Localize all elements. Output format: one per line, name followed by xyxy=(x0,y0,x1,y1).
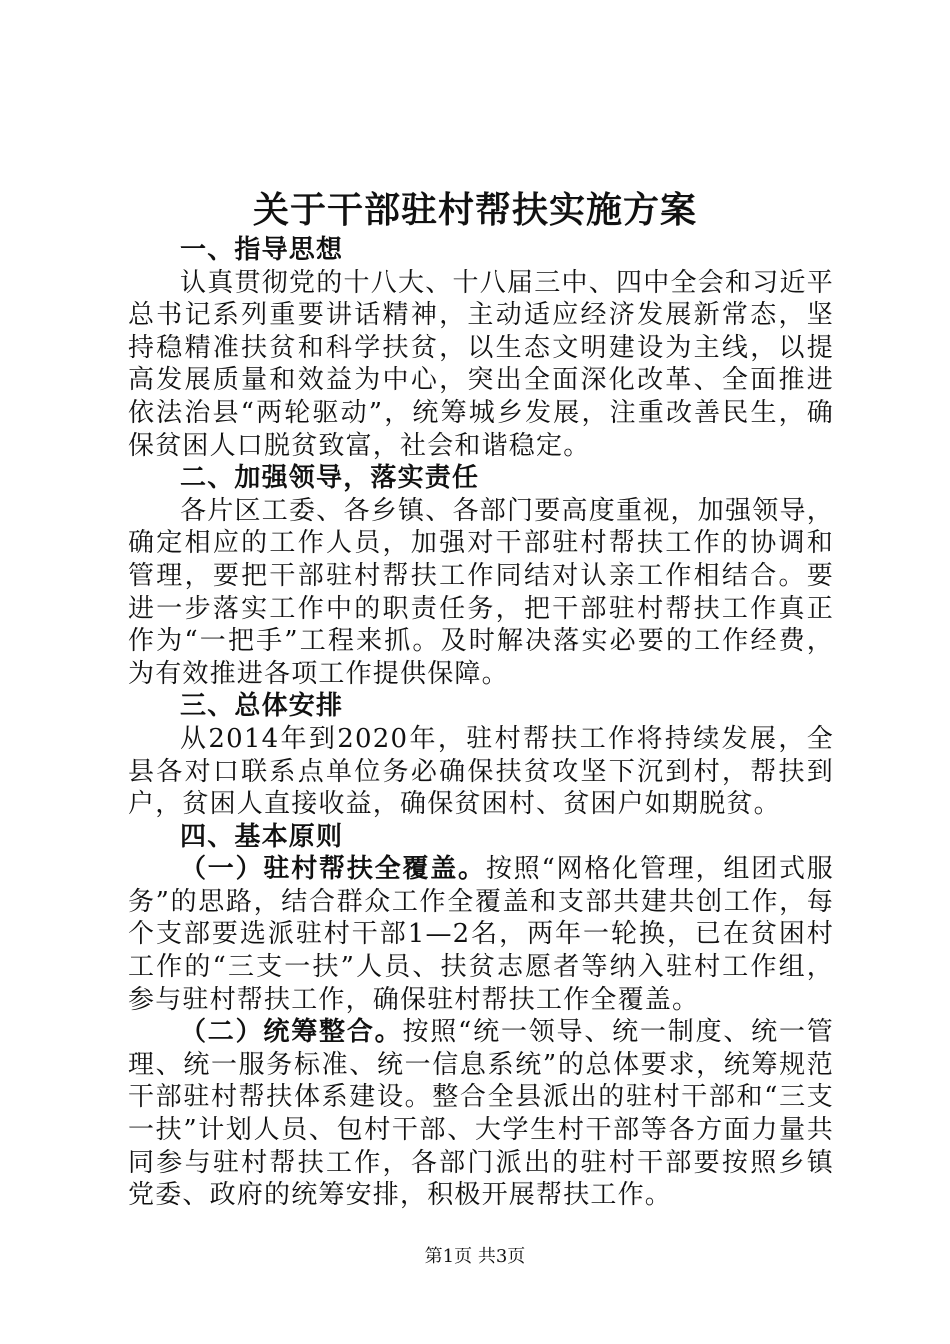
section-paragraph-leadership: 各片区工委、各乡镇、各部门要高度重视，加强领导，确定相应的工作人员，加强对干部驻村帮扶工作的协调和管理，要把干部驻村帮扶工作同结对认亲工作相结合。要进一步落实工作中的职责任务，把干部驻村帮扶工作真正作为“一把手”工程来抓。及时解决落实必要的工作经费，为有效推进各项工作提供保障。 xyxy=(128,495,834,689)
section-paragraph-overall-arrangement: 从2014年到2020年，驻村帮扶工作将持续发展，全县各对口联系点单位务必确保扶贫攻坚下沉到村，帮扶到户，贫困人直接收益，确保贫困村、贫困户如期脱贫。 xyxy=(128,723,834,820)
principle-text-integration: 按照“统一领导、统一制度、统一管理、统一服务标准、统一信息系统”的总体要求，统筹规范干部驻村帮扶体系建设。整合全县派出的驻村干部和“三支一扶”计划人员、包村干部、大学生村干部等各方面力量共同参与驻村帮扶工作，各部门派出的驻村干部要按照乡镇党委、政府的统筹安排，积极开展帮扶工作。 xyxy=(128,1017,834,1211)
section-paragraph-guiding-thought: 认真贯彻党的十八大、十八届三中、四中全会和习近平总书记系列重要讲话精神，主动适应经济发展新常态，坚持稳精准扶贫和科学扶贫，以生态文明建设为主线，以提高发展质量和效益为中心，突出全面深化改革、全面推进依法治县“两轮驱动”，统筹城乡发展，注重改善民生，确保贫困人口脱贫致富，社会和谐稳定。 xyxy=(128,267,834,461)
document-title: 关于干部驻村帮扶实施方案 xyxy=(252,189,697,231)
principle-item-integration xyxy=(128,1016,834,1212)
document-body xyxy=(128,234,834,1212)
principle-text-full-coverage: 按照“网格化管理，组团式服务”的思路，结合群众工作全覆盖和支部共建共创工作，每个支部要选派驻村干部1—2名，两年一轮换，已在贫困村工作的“三支一扶”人员、扶贫志愿者等纳入驻村工作组，参与驻村帮扶工作，确保驻村帮扶工作全覆盖。 xyxy=(128,854,834,1015)
principle-lead-integration: （二）统筹整合。 xyxy=(180,1017,403,1048)
page-footer: 第1页 共3页 xyxy=(424,1246,526,1267)
principle-item-full-coverage xyxy=(128,853,834,1016)
section-heading-leadership: 二、加强领导，落实责任 xyxy=(180,463,480,494)
section-heading-basic-principles: 四、基本原则 xyxy=(180,821,344,852)
principle-lead-full-coverage: （一）驻村帮扶全覆盖。 xyxy=(180,854,486,885)
section-heading-overall-arrangement: 三、总体安排 xyxy=(180,691,344,722)
section-heading-guiding-thought: 一、指导思想 xyxy=(180,235,344,265)
